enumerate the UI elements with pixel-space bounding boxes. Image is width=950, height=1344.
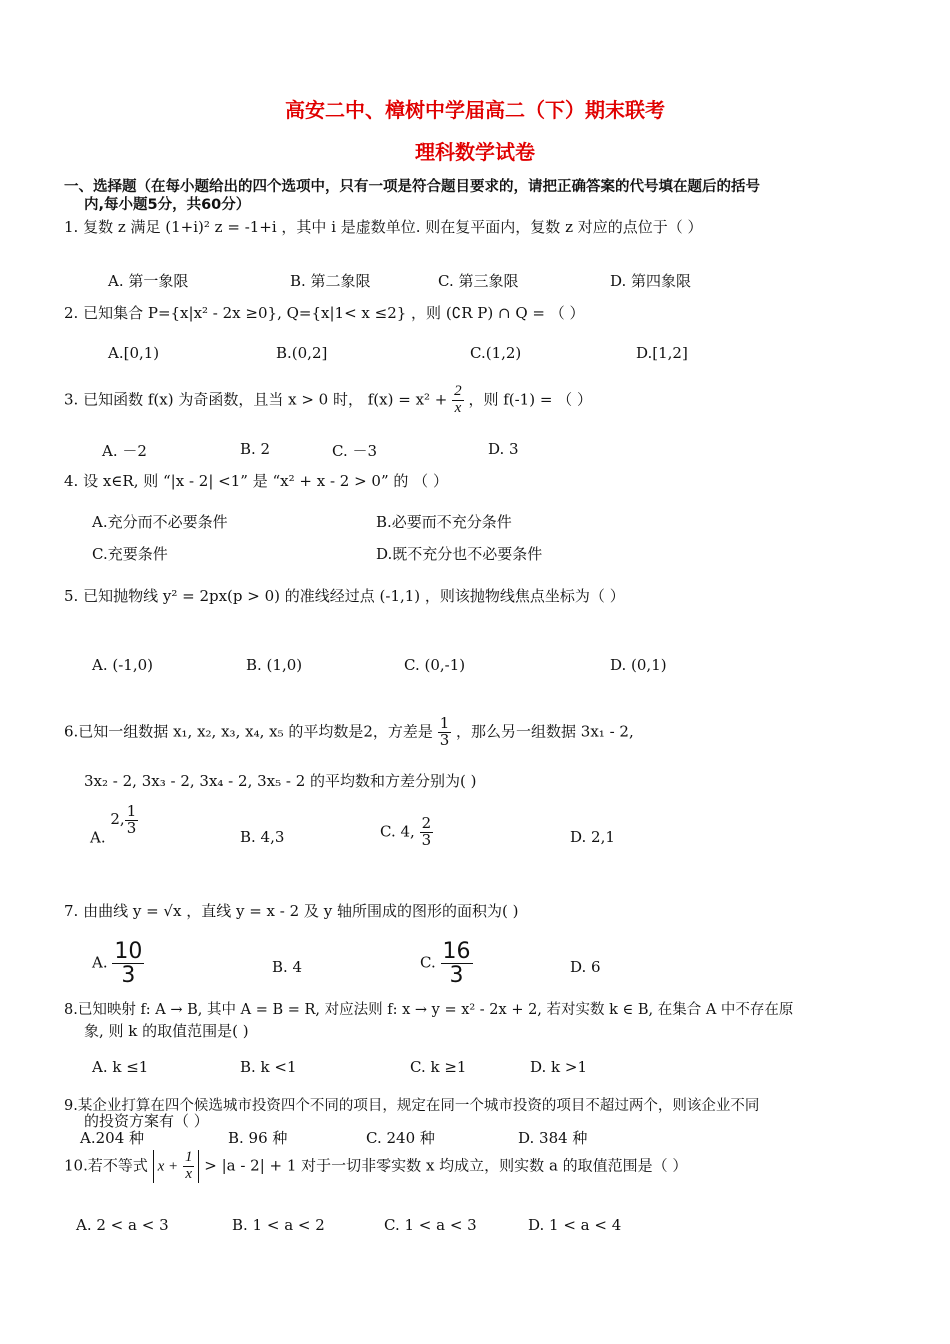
q7-option-c-label: C. bbox=[420, 953, 436, 972]
question-9: 9.某企业打算在四个候选城市投资四个不同的项目，规定在同一个城市投资的项目不超过两个，则该企业不同 bbox=[64, 1098, 760, 1114]
question-3 bbox=[64, 384, 592, 417]
q3-option-c: C. －3 bbox=[332, 442, 378, 460]
q3-text-b: ，则 f(-1) = （ ） bbox=[468, 390, 592, 409]
q2-option-c: C.(1,2) bbox=[470, 344, 522, 362]
q5-option-d: D. (0,1) bbox=[610, 656, 667, 674]
q10-text-c: > |a - 2| + 1 对于一切非零实数 x 均成立，则实数 a 的取值范围是（ ） bbox=[204, 1156, 688, 1175]
q5-option-c: C. (0,-1) bbox=[404, 656, 466, 674]
q6-numerator: 1 bbox=[439, 714, 450, 732]
question-6 bbox=[64, 716, 634, 749]
q2-option-b: B.(0,2] bbox=[276, 344, 328, 362]
q6-fraction bbox=[438, 716, 452, 749]
q10-option-a: A. 2 < a < 3 bbox=[76, 1216, 169, 1234]
question-9-cont: 的投资方案有（ ） bbox=[84, 1112, 209, 1130]
question-8-cont: 象, 则 k 的取值范围是( ) bbox=[84, 1022, 249, 1040]
q9-option-a: A.204 种 bbox=[80, 1129, 144, 1147]
question-2: 2. 已知集合 P={x|x² - 2x ≥0}, Q={x|1< x ≤2} ，则 (∁R P) ∩ Q = （ ） bbox=[64, 304, 585, 322]
q6-option-a-denominator: 3 bbox=[126, 818, 137, 837]
question-6-cont: 3x₂ - 2, 3x₃ - 2, 3x₄ - 2, 3x₅ - 2 的平均数和方差分别为( ) bbox=[84, 772, 477, 790]
question-10 bbox=[64, 1150, 687, 1183]
q6-option-a-value bbox=[110, 802, 138, 837]
q8-option-a: A. k ≤1 bbox=[92, 1058, 149, 1076]
q7-option-a-numerator: 10 bbox=[114, 939, 143, 964]
question-7: 7. 由曲线 y = √x ，直线 y = x - 2 及 y 轴所围成的图形的面积为( ) bbox=[64, 902, 519, 920]
q8-option-b: B. k <1 bbox=[240, 1058, 297, 1076]
q9-option-d: D. 384 种 bbox=[518, 1129, 588, 1147]
q6-option-a-fraction bbox=[125, 804, 139, 837]
q10-abs-expression bbox=[153, 1150, 200, 1183]
q6-denominator: 3 bbox=[439, 730, 450, 749]
q1-option-b: B. 第二象限 bbox=[290, 272, 371, 290]
question-8: 8.已知映射 f: A → B, 其中 A = B = R, 对应法则 f: x → y = x² - 2x + 2, 若对实数 k ∈ B, 在集合 A 中不存在原 bbox=[64, 1002, 794, 1018]
section-heading: 一、选择题（在每小题给出的四个选项中，只有一项是符合题目要求的，请把正确答案的代号填在题后的括号 bbox=[64, 179, 760, 195]
q7-option-b: B. 4 bbox=[272, 958, 303, 976]
q6-option-c bbox=[380, 816, 433, 849]
question-1: 1. 复数 z 满足 (1+i)² z = -1+i ，其中 i 是虚数单位. 则在复平面内，复数 z 对应的点位于（ ） bbox=[64, 218, 703, 236]
q10-option-d: D. 1 < a < 4 bbox=[528, 1216, 622, 1234]
q7-option-c bbox=[420, 940, 473, 987]
page-title: 高安二中、樟树中学届高二（下）期末联考 bbox=[285, 98, 665, 122]
q7-option-c-numerator: 16 bbox=[442, 939, 471, 964]
q6-option-c-denominator: 3 bbox=[421, 830, 432, 849]
section-heading-cont: 内,每小题5分，共60分） bbox=[84, 197, 251, 213]
q10-fraction bbox=[183, 1150, 195, 1183]
question-5: 5. 已知抛物线 y² = 2px(p > 0) 的准线经过点 (-1,1) ，则该抛物线焦点坐标为（ ） bbox=[64, 587, 625, 605]
q10-option-c: C. 1 < a < 3 bbox=[384, 1216, 477, 1234]
q7-option-a bbox=[92, 940, 144, 987]
q3-option-b: B. 2 bbox=[240, 440, 271, 458]
q8-option-d: D. k >1 bbox=[530, 1058, 587, 1076]
q4-option-a: A.充分而不必要条件 bbox=[92, 513, 228, 531]
q5-option-b: B. (1,0) bbox=[246, 656, 303, 674]
q6-option-a-int: 2, bbox=[110, 810, 125, 829]
q7-option-d: D. 6 bbox=[570, 958, 601, 976]
q4-option-d: D.既不充分也不必要条件 bbox=[376, 545, 543, 563]
q1-option-c: C. 第三象限 bbox=[438, 272, 519, 290]
q6-option-c-fraction bbox=[420, 816, 434, 849]
q6-option-a-numerator: 1 bbox=[126, 802, 137, 820]
q6-option-a-label: A. bbox=[90, 828, 106, 847]
q2-option-d: D.[1,2] bbox=[636, 344, 688, 362]
q1-option-d: D. 第四象限 bbox=[610, 272, 692, 290]
q6-option-c-label: C. 4, bbox=[380, 822, 415, 841]
q3-text-a: 3. 已知函数 f(x) 为奇函数，且当 x > 0 时， f(x) = x² + bbox=[64, 390, 448, 409]
q1-option-a: A. 第一象限 bbox=[108, 272, 189, 290]
q2-option-a: A.[0,1) bbox=[108, 344, 160, 362]
q9-option-c: C. 240 种 bbox=[366, 1129, 435, 1147]
q9-option-b: B. 96 种 bbox=[228, 1129, 288, 1147]
q6-option-a bbox=[90, 802, 138, 855]
q10-option-b: B. 1 < a < 2 bbox=[232, 1216, 325, 1234]
q7-option-c-denominator: 3 bbox=[449, 963, 464, 989]
q10-denominator: x bbox=[185, 1165, 193, 1182]
q8-option-c: C. k ≥1 bbox=[410, 1058, 467, 1076]
page-subtitle: 理科数学试卷 bbox=[415, 140, 535, 164]
q10-numerator: 1 bbox=[184, 1149, 193, 1165]
q3-option-a: A. －2 bbox=[102, 442, 147, 460]
q7-option-a-label: A. bbox=[92, 953, 108, 972]
q7-option-a-fraction bbox=[112, 940, 144, 987]
q3-denominator: x bbox=[454, 399, 462, 416]
q6-option-d: D. 2,1 bbox=[570, 828, 615, 846]
q7-option-c-fraction bbox=[441, 940, 473, 987]
question-4: 4. 设 x∈R, 则 “|x - 2| <1” 是 “x² + x - 2 > 0” 的 （ ） bbox=[64, 472, 448, 490]
q6-option-b: B. 4,3 bbox=[240, 828, 285, 846]
q10-text-a: 10.若不等式 bbox=[64, 1156, 148, 1175]
q6-text-a: 6.已知一组数据 x₁, x₂, x₃, x₄, x₅ 的平均数是2，方差是 bbox=[64, 722, 433, 741]
q10-text-b: x + bbox=[157, 1158, 179, 1175]
q6-option-c-numerator: 2 bbox=[421, 814, 432, 832]
q7-option-a-denominator: 3 bbox=[121, 963, 136, 989]
q5-option-a: A. (-1,0) bbox=[92, 656, 153, 674]
q6-text-b: ，那么另一组数据 3x₁ - 2, bbox=[456, 722, 634, 741]
q3-fraction bbox=[452, 384, 464, 417]
q3-option-d: D. 3 bbox=[488, 440, 519, 458]
q4-option-b: B.必要而不充分条件 bbox=[376, 513, 512, 531]
q4-option-c: C.充要条件 bbox=[92, 545, 168, 563]
q3-numerator: 2 bbox=[454, 383, 462, 399]
